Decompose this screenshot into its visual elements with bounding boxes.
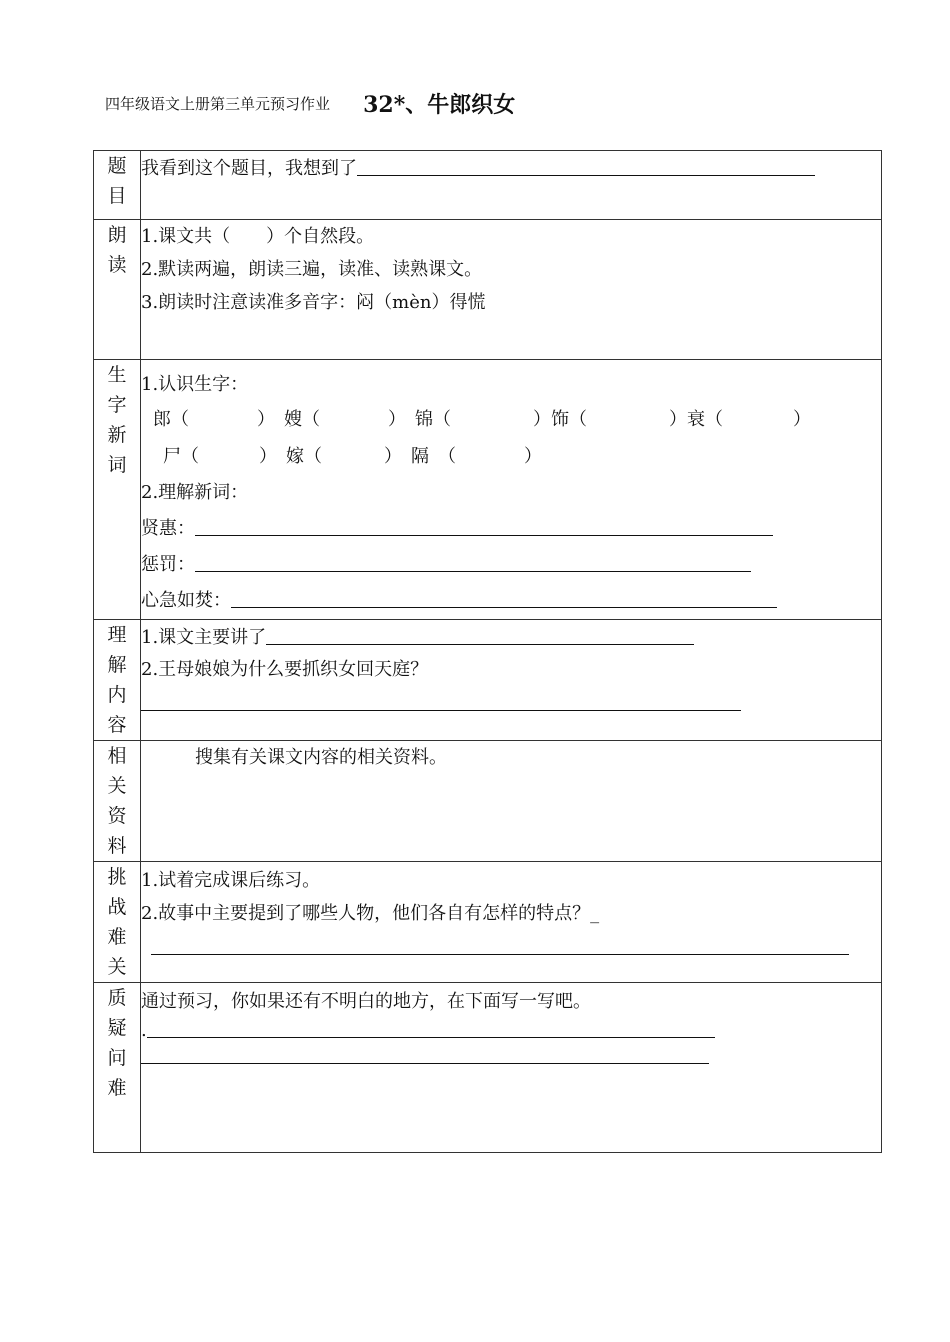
- vocab-intro: 2.理解新词：: [141, 482, 249, 503]
- row-comprehension: [94, 620, 882, 741]
- row-topic: [94, 151, 882, 220]
- row-label: 质 疑 问 难: [94, 983, 141, 1153]
- row-label: 相 关 资 料: [94, 741, 141, 862]
- answer-blank[interactable]: [231, 583, 777, 608]
- row-challenge: [94, 862, 882, 983]
- reading-task: 3.朗读时注意读准多音字：闷（mèn）得慌: [141, 292, 486, 313]
- row-reading: [94, 220, 882, 360]
- reading-task: 1.课文共（ ）个自然段。: [141, 226, 375, 247]
- lesson-title: 32*、牛郎织女: [363, 92, 516, 118]
- answer-blank[interactable]: [357, 151, 815, 176]
- question: 1.课文主要讲了: [141, 627, 267, 648]
- characters-intro: 1.认识生字：: [141, 374, 249, 395]
- answer-blank[interactable]: [141, 686, 741, 711]
- answer-blank[interactable]: [266, 620, 694, 645]
- row-questions: [94, 983, 882, 1153]
- character-list: 郎（ ） 嫂（ ） 锦（ ）饰（ ）衰（ ）: [153, 409, 811, 430]
- question: 2.王母娘娘为什么要抓织女回天庭？: [141, 659, 429, 680]
- character-list: 尸（ ） 嫁（ ） 隔 （ ）: [163, 446, 542, 467]
- row-label: 理 解 内 容: [94, 620, 141, 741]
- answer-blank[interactable]: [195, 511, 773, 536]
- questions-prompt: 通过预习，你如果还有不明白的地方，在下面写一写吧。: [141, 991, 591, 1012]
- bullet-dot: .: [141, 1020, 147, 1041]
- topic-prompt: 我看到这个题目，我想到了: [141, 158, 357, 179]
- vocab-term: 心急如焚：: [141, 590, 231, 611]
- reading-task: 2.默读两遍，朗读三遍，读准、读熟课文。: [141, 259, 483, 280]
- page-header: [105, 88, 515, 119]
- vocab-term: 贤惠：: [141, 518, 195, 539]
- challenge-task: 1.试着完成课后练习。: [141, 870, 321, 891]
- answer-blank[interactable]: [141, 1045, 709, 1064]
- worksheet-subtitle: 四年级语文上册第三单元预习作业: [105, 95, 331, 113]
- answer-blank[interactable]: [195, 547, 751, 572]
- answer-blank[interactable]: [147, 1019, 715, 1038]
- row-label: 生 字 新 词: [94, 360, 141, 620]
- worksheet-table: [93, 150, 882, 1153]
- row-label: 挑 战 难 关: [94, 862, 141, 983]
- challenge-task: 2.故事中主要提到了哪些人物，他们各自有怎样的特点？_: [141, 903, 600, 924]
- row-characters-words: [94, 360, 882, 620]
- materials-task: 搜集有关课文内容的相关资料。: [195, 747, 447, 768]
- row-related-materials: [94, 741, 882, 862]
- vocab-term: 惩罚：: [141, 554, 195, 575]
- row-label: 题 目: [94, 151, 141, 220]
- answer-blank[interactable]: [151, 930, 849, 955]
- row-label: 朗 读: [94, 220, 141, 360]
